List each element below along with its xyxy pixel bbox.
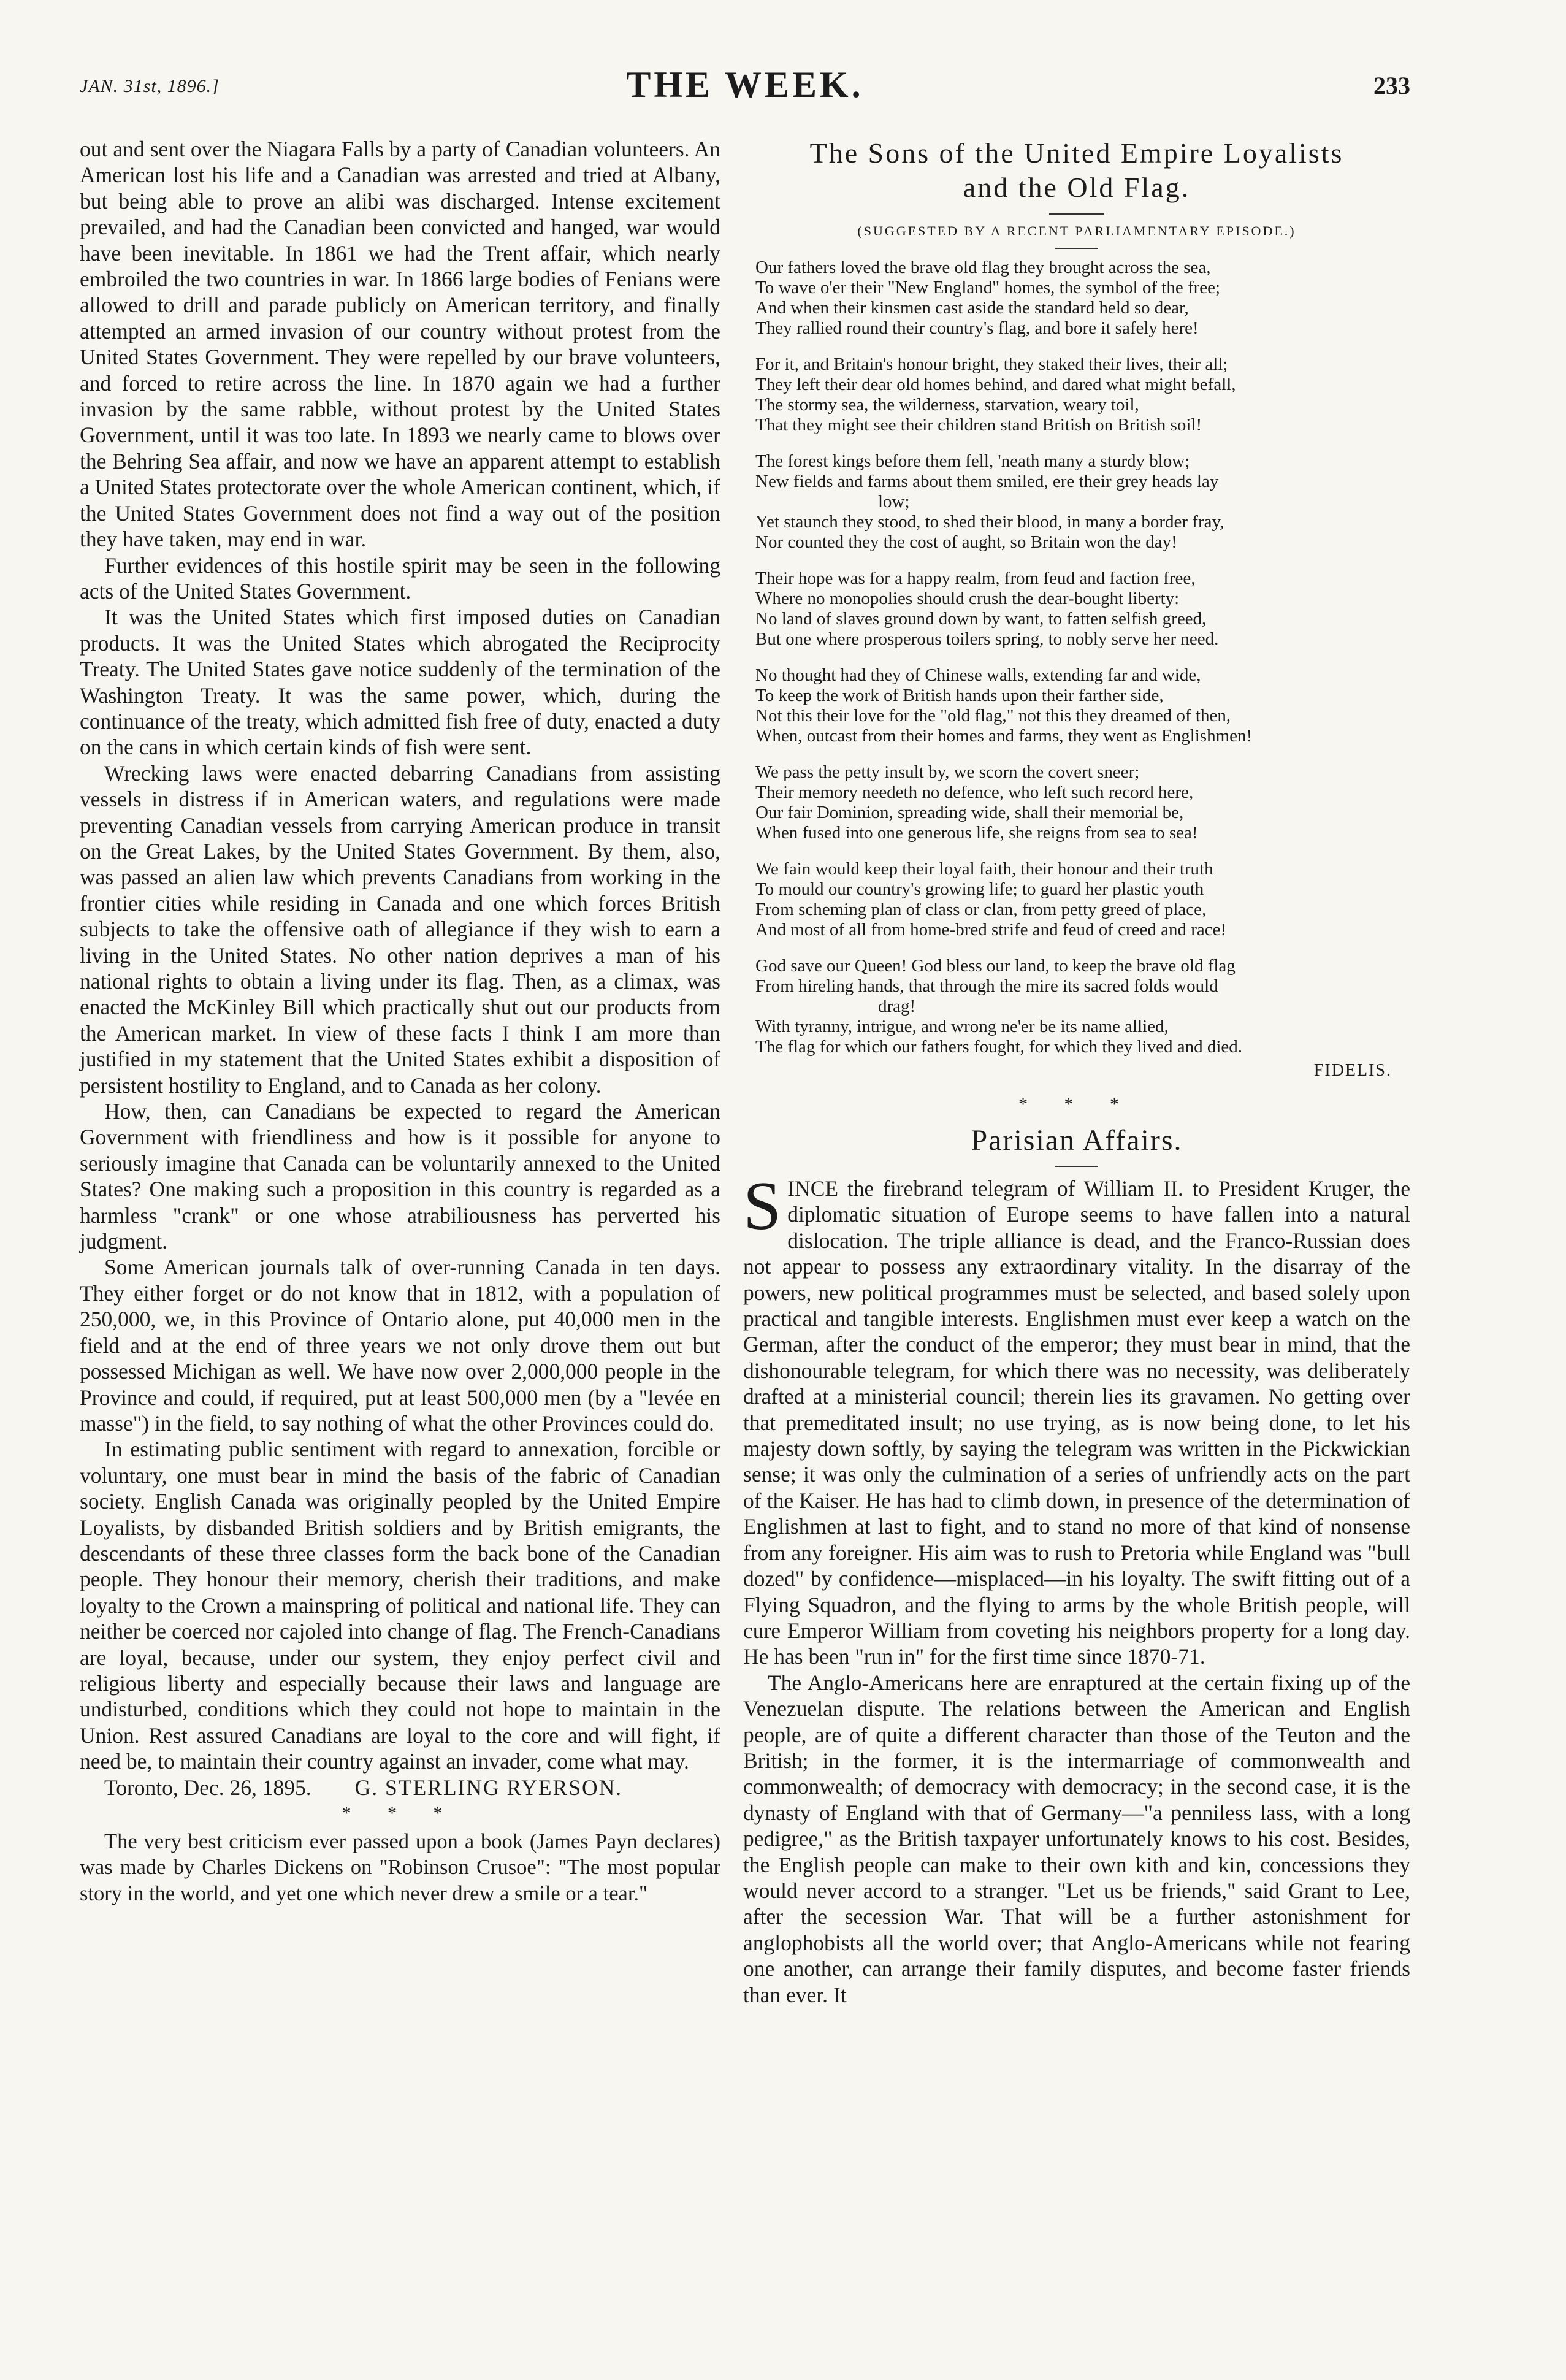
article-paragraph: How, then, can Canadians be expected to regard the American Government with friendliness and how is it possible for anyone to seriously imagine that Canada can be voluntarily annexed to the United States? One making such a proposition in this country is regarded as a harmless "crank" or one whose atrabiliousness has perverted his judgment. bbox=[80, 1099, 720, 1254]
subtitle-rule bbox=[1055, 248, 1098, 249]
masthead bbox=[80, 59, 1410, 114]
poem-stanza bbox=[755, 859, 1410, 940]
poem-line: No thought had they of Chinese walls, extending far and wide, bbox=[755, 665, 1201, 685]
poem-line: drag! bbox=[878, 997, 916, 1016]
article-paragraph: The Anglo-Americans here are enraptured at the certain fixing up of the Venezuelan dispute. The relations between the American and English people, are of quite a different character than those of the Teuton and the British; in the former, it is the intermarriage of commonwealth and commonwealth; of democracy with democracy; in the second case, it is the dynasty of England with that of Germany—"a penniless lass, with a long pedigree," as the British taxpayer unfortunately knows to his cost. Besides, the English people can make to their own kith and kin, concessions they would never accord to a stranger. "Let us be friends," said Grant to Lee, after the secession War. That will be a further astonishment for anglophobists all the world over; that Anglo-Americans while not fearing one another, can arrange their family disputes, and become faster friends than ever. It bbox=[743, 1670, 1410, 2007]
poem-line: We pass the petty insult by, we scorn the covert sneer; bbox=[755, 762, 1140, 782]
poem-line: From scheming plan of class or clan, from petty greed of place, bbox=[755, 900, 1207, 919]
poem-line: And when their kinsmen cast aside the standard held so dear, bbox=[755, 298, 1189, 318]
poem-stanza bbox=[755, 258, 1410, 339]
poem-stanza bbox=[755, 568, 1410, 649]
poem-line: The stormy sea, the wilderness, starvation, weary toil, bbox=[755, 395, 1139, 415]
poem-title-line: The Sons of the United Empire Loyalists bbox=[809, 137, 1344, 169]
poem-line: Yet staunch they stood, to shed their blood, in many a border fray, bbox=[755, 512, 1224, 532]
poem-line: low; bbox=[878, 492, 910, 511]
poem-line: Their hope was for a happy realm, from feud and faction free, bbox=[755, 568, 1196, 588]
poem-line: They left their dear old homes behind, and dared what might befall, bbox=[755, 375, 1236, 394]
poem-line: When, outcast from their homes and farms, they went as Englishmen! bbox=[755, 726, 1253, 746]
poem-line: No land of slaves ground down by want, to fatten selfish greed, bbox=[755, 609, 1207, 629]
poem-line: For it, and Britain's honour bright, they staked their lives, their all; bbox=[755, 354, 1228, 374]
right-column bbox=[743, 136, 1410, 2008]
poem-stanza bbox=[755, 451, 1410, 553]
article-paragraph: In estimating public sentiment with regard to annexation, forcible or voluntary, one must bear in mind the basis of the fabric of Canadian society. English Canada was originally peopled by the United Empire Loyalists, by disbanded British soldiers and by British emigrants, the descendants of these three classes form the back bone of the Canadian people. They honour their memory, cherish their traditions, and make loyalty to the Crown a mainspring of political and national life. They can neither be coerced nor cajoled into change of flag. The French-Canadians are loyal, because, under our system, they enjoy perfect civil and religious liberty and especially because their laws and language are undisturbed, conditions which they could not hope to maintain in the Union. Rest assured Canadians are loyal to the core and will fight, if need be, to maintain their country against an invader, come what may. bbox=[80, 1437, 720, 1774]
poem-line: They rallied round their country's flag, and bore it safely here! bbox=[755, 318, 1199, 338]
poem-body bbox=[743, 258, 1410, 1057]
left-column bbox=[80, 136, 720, 1907]
poem-line: With tyranny, intrigue, and wrong ne'er be its name allied, bbox=[755, 1017, 1169, 1036]
article-paragraph: Wrecking laws were enacted debarring Canadians from assisting vessels in distress if in American waters, and regulations were made preventing Canadian vessels from carrying American produce in transit on the Great Lakes, by the United States Government. By them, also, was passed an alien law which prevents Canadians from working in the frontier cities while residing in Canada and one which forces British subjects to take the offensive oath of allegiance if they wish to earn a living in the United States. No other nation deprives a man of his national rights to obtain a living under its flag. Then, as a climax, was enacted the McKinley Bill which practically shut out our products from the American market. In view of these facts I think I am more than justified in my statement that the United States exhibit a disposition of persistent hostility to England, and to Canada as her colony. bbox=[80, 760, 720, 1098]
publication-title: THE WEEK. bbox=[626, 64, 864, 105]
issue-date: JAN. 31st, 1896.] bbox=[80, 76, 220, 96]
article-paragraph: Further evidences of this hostile spirit may be seen in the following acts of the United States Government. bbox=[80, 553, 720, 603]
poem-line: New fields and farms about them smiled, ere their grey heads lay bbox=[755, 472, 1219, 491]
poem-stanza bbox=[755, 354, 1410, 435]
page-number: 233 bbox=[1373, 72, 1410, 99]
poem-stanza bbox=[755, 956, 1410, 1057]
poem-line: We fain would keep their loyal faith, their honour and their truth bbox=[755, 859, 1213, 879]
signature-place: Toronto, Dec. 26, 1895. bbox=[104, 1775, 311, 1800]
signature-name: G. STERLING RYERSON. bbox=[354, 1775, 623, 1800]
poem-line: To wave o'er their "New England" homes, the symbol of the free; bbox=[755, 278, 1221, 297]
closing-paragraph: The very best criticism ever passed upon a book (James Payn declares) was made by Charles Dickens on "Robinson Crusoe": "The most popular story in the world, and yet one which never drew a smile or a tear." bbox=[80, 1830, 720, 1905]
poem-line: Their memory needeth no defence, who left such record here, bbox=[755, 782, 1194, 802]
poem-stanza bbox=[755, 665, 1410, 746]
poem-line: The forest kings before them fell, 'neath many a sturdy blow; bbox=[755, 451, 1190, 471]
section-title-rule bbox=[1055, 1166, 1098, 1167]
title-rule bbox=[1049, 213, 1104, 215]
poem-line: When fused into one generous life, she reigns from sea to sea! bbox=[755, 823, 1198, 843]
article-paragraph: SINCE the firebrand telegram of William II. to President Kruger, the diplomatic situation of Europe seems to have fallen into a natural dislocation. The triple alliance is dead, and the Franco-Russian does not appear to possess any extraordinary vitality. In the disarray of the powers, new political programmes must be selected, and based solely upon practical and tangible interests. Englishmen must ever keep a watch on the German, after the conduct of the emperor; they must bear in mind, that the dishonourable telegram, for which there was no necessity, was deliberately drafted at a ministerial council; therein lies its gravamen. No getting over that premeditated insult; no use trying, as is now being done, to let his majesty down softly, by saying the telegram was written in the Pickwickian sense; it was only the culmination of a series of unfriendly acts on the part of the Kaiser. He has had to climb down, in presence of the determination of Englishmen at last to fight, and to stand no more of that kind of nonsense from any foreigner. His aim was to rush to Pretoria while England was "bull dozed" by confidence—misplaced—in his loyalty. The swift fitting out of a Flying Squadron, and the flying to arms by the whole British people, will cure Emperor William from coveting his neighbors property for a long day. He has been "run in" for the first time since 1870-71. bbox=[743, 1168, 1410, 1669]
poem-line: From hireling hands, that through the mire its sacred folds would bbox=[755, 976, 1218, 996]
section-divider-stars: * * * bbox=[1018, 1094, 1135, 1114]
poem-title-line: and the Old Flag. bbox=[963, 172, 1191, 203]
poem-line: And most of all from home-bred strife and feud of creed and race! bbox=[755, 920, 1227, 939]
poem-line: To keep the work of British hands upon their farther side, bbox=[755, 686, 1164, 705]
article-paragraph: Some American journals talk of over-running Canada in ten days. They either forget or do not know that in 1812, with a population of 250,000, we, in this Province of Ontario alone, put 40,000 men in the field and at the end of three years we not only drove them out but possessed Michigan as well. We have now over 2,000,000 people in the Province and could, if required, put at least 500,000 men (by a "levée en masse") in the field, to say nothing of what the other Provinces could do. bbox=[80, 1255, 720, 1436]
poem-line: God save our Queen! God bless our land, to keep the brave old flag bbox=[755, 956, 1236, 976]
section-title: Parisian Affairs. bbox=[971, 1124, 1183, 1157]
poem-stanza bbox=[755, 762, 1410, 843]
poem-line: To mould our country's growing life; to guard her plastic youth bbox=[755, 879, 1204, 899]
article-signature bbox=[80, 1775, 720, 1800]
article-paragraph: out and sent over the Niagara Falls by a party of Canadian volunteers. An American lost his life and a Canadian was arrested and tried at Albany, but being able to prove an alibi was discharged. Intense excitement prevailed, and had the Canadian been convicted and hanged, war would have been inevitable. In 1861 we had the Trent affair, which nearly embroiled the two countries in war. In 1866 large bodies of Fenians were allowed to drill and parade publicly on American territory, and finally attempted an armed invasion of our country without protest from the United States Government. They were repelled by our brave volunteers, and forced to retire across the line. In 1870 again we had a further invasion by the same rabble, without protest by the United States Government, until it was too late. In 1893 we nearly came to blows over the Behring Sea affair, and now we have an apparent attempt to establish a United States protectorate over the whole American continent, which, if the United States Government does not find a way out of the position they have taken, may end in war. bbox=[80, 137, 720, 552]
poem-subtitle: (SUGGESTED BY A RECENT PARLIAMENTARY EPISODE.) bbox=[857, 223, 1296, 239]
poem-line: The flag for which our fathers fought, for which they lived and died. bbox=[755, 1037, 1243, 1057]
poem-signature-name: FIDELIS. bbox=[1313, 1061, 1392, 1080]
poem-line: Nor counted they the cost of aught, so Britain won the day! bbox=[755, 532, 1177, 552]
poem-line: Where no monopolies should crush the dear-bought liberty: bbox=[755, 589, 1180, 608]
poem-title bbox=[743, 136, 1410, 205]
poem-line: That they might see their children stand British on British soil! bbox=[755, 415, 1202, 435]
poem-line: Our fair Dominion, spreading wide, shall their memorial be, bbox=[755, 803, 1184, 822]
poem-line: Our fathers loved the brave old flag they brought across the sea, bbox=[755, 258, 1211, 277]
poem-line: But one where prosperous toilers spring, to nobly serve her need. bbox=[755, 629, 1219, 649]
poem-line: Not this their love for the "old flag," not this they dreamed of then, bbox=[755, 706, 1231, 725]
poem-signature bbox=[743, 1061, 1392, 1081]
article-paragraph: It was the United States which first imposed duties on Canadian products. It was the United States which abrogated the Reciprocity Treaty. The United States gave notice suddenly of the termination of the Washington Treaty. It was the same power, which, during the continuance of the treaty, which admitted fish free of duty, enacted a duty on the cans in which certain kinds of fish were sent. bbox=[80, 605, 720, 760]
section-divider-stars: * * * bbox=[342, 1803, 459, 1823]
